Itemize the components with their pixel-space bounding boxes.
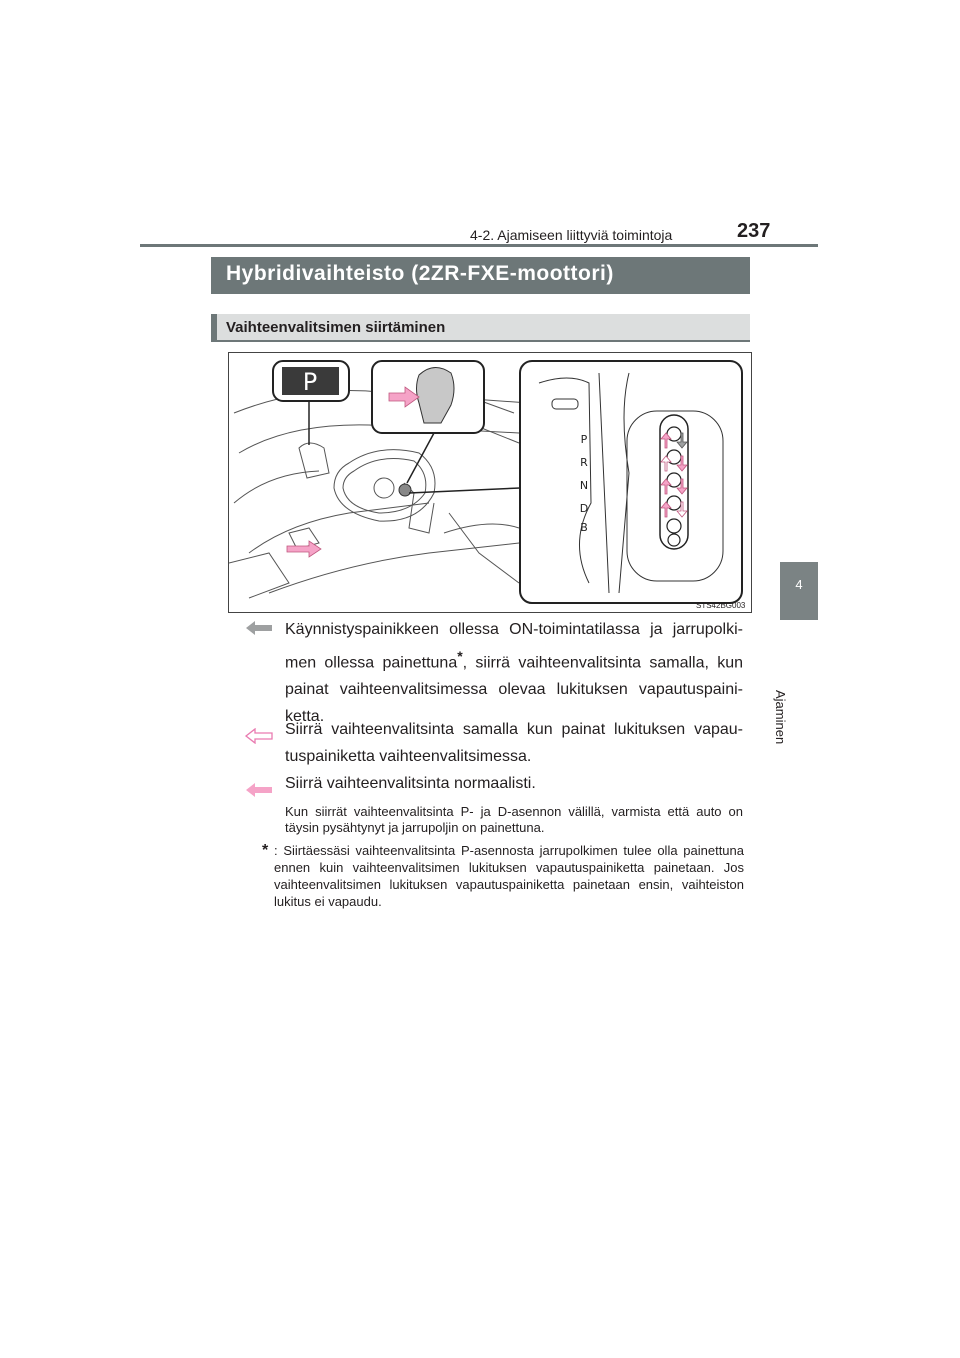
p-display-text: P	[302, 368, 318, 396]
pink-arrow-icon	[244, 782, 274, 798]
header-rule	[140, 244, 818, 247]
chapter-tab: 4	[780, 562, 818, 620]
footnote-marker: *	[262, 842, 269, 859]
shift-lever-illustration	[228, 352, 752, 613]
cockpit-drawing	[229, 353, 751, 612]
subsection-accent	[211, 314, 217, 342]
gray-arrow-icon	[244, 620, 274, 636]
gate-label-b: B	[580, 521, 588, 534]
header-section-title: 4-2. Ajamiseen liittyviä toimintoja	[470, 227, 673, 243]
subsection-title: Vaihteenvalitsimen siirtäminen	[226, 319, 446, 336]
gate-label-n: N	[579, 479, 589, 492]
page-number: 237	[737, 220, 771, 242]
legend-text-pink: Siirrä vaihteenvalitsinta normaalisti.	[285, 775, 536, 792]
gate-label-p: P	[580, 433, 588, 446]
note-text: Kun siirrät vaihteenvalitsinta P- ja D-asennon välillä, varmista että auto on täysin pysähtynyt ja jarrupoljin on painettuna.	[285, 804, 743, 835]
pink-outline-arrow-icon	[244, 728, 274, 744]
footnote-text: : Siirtäessäsi vaihteenvalitsinta P-asennosta jarrupolkimen tulee olla painettuna ennen kuin vaihteenvalitsimen lukituksen vapautuspainiketta painetaan. Jos vaihteenvalitsimen lukituksen vapautuspainiketta painetaan ensin, vaihteiston lukitus ei vapaudu.	[274, 843, 744, 909]
gate-label-r: R	[580, 456, 588, 469]
footnote	[262, 842, 744, 910]
section-title: Hybridivaihteisto (2ZR-FXE-moottori)	[226, 262, 614, 285]
legend-text-pink-outline: Siirrä vaihteenvalitsinta samalla kun painat lukituksen vapautuspainiketta vaihteenvalitsimessa.	[285, 721, 743, 765]
gate-label-d: D	[579, 502, 589, 515]
figure-code: STS42BG003	[696, 601, 746, 610]
legend-text-gray: Käynnistyspainikkeen ollessa ON-toimintatilassa ja jarrupolkimen ollessa painettuna*, siirrä vaihteenvalitsinta samalla, kun painat vaihteenvalitsimessa olevaa lukituksen vapautuspainiketta.	[285, 621, 743, 726]
chapter-label: Ajaminen	[773, 690, 788, 745]
